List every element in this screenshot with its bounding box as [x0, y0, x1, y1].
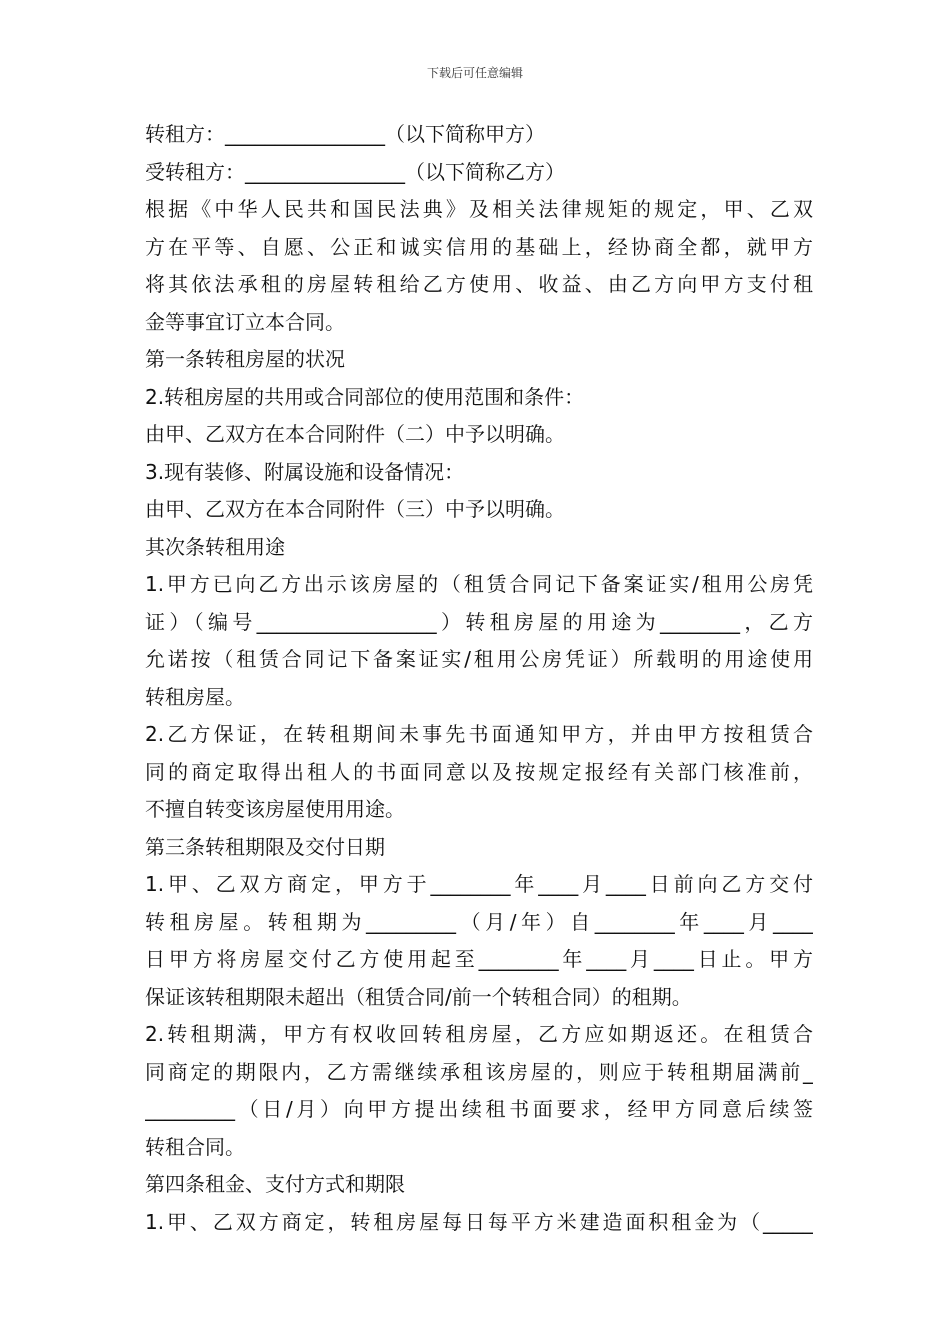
clause-line: 证）（编号__________________）转租房屋的用途为________，乙方 [145, 609, 813, 634]
sublessor-line: 转租方：________________（以下简称甲方） [145, 122, 545, 146]
contract-body [145, 116, 813, 1241]
sublessee-line: 受转租方：________________（以下简称乙方） [145, 159, 565, 184]
article-heading: 其次条转租用途 [145, 534, 285, 559]
clause-line: 由甲、乙双方在本合同附件（三）中予以明确。 [145, 497, 565, 521]
clause-line: 日甲方将房屋交付乙方使用起至________年____月____日止。甲方 [145, 947, 813, 971]
clause-line: 同的商定取得出租人的书面同意以及按规定报经有关部门核准前， [145, 759, 813, 784]
preamble-line: 金等事宜订立本合同。 [145, 309, 345, 334]
clause-line: 转租房屋。转租期为_________（月/年）自________年____月____ [145, 909, 813, 934]
preamble-line: 将其依法承租的房屋转租给乙方使用、收益、由乙方向甲方支付租 [145, 272, 813, 296]
clause-line: 2.乙方保证，在转租期间未事先书面通知甲方，并由甲方按租赁合 [145, 722, 813, 746]
clause-line: 同商定的期限内，乙方需继续承租该房屋的，则应于转租期届满前_ [145, 1059, 813, 1084]
preamble-line: 根据《中华人民共和国民法典》及相关法律规矩的规定，甲、乙双 [145, 197, 813, 221]
clause-line: _________（日/月）向甲方提出续租书面要求，经甲方同意后续签 [145, 1097, 813, 1121]
clause-line: 2.转租房屋的共用或合同部位的使用范围和条件： [145, 384, 585, 409]
clause-line: 3.现有装修、附属设施和设备情况： [145, 459, 465, 484]
clause-line: 不擅自转变该房屋使用用途。 [145, 797, 405, 821]
clause-line: 1.甲方已向乙方出示该房屋的（租赁合同记下备案证实/租用公房凭 [145, 572, 813, 596]
clause-line: 由甲、乙双方在本合同附件（二）中予以明确。 [145, 422, 565, 446]
clause-line: 2.转租期满，甲方有权收回转租房屋，乙方应如期返还。在租赁合 [145, 1022, 813, 1046]
clause-line: 允诺按（租赁合同记下备案证实/租用公房凭证）所载明的用途使用 [145, 647, 813, 671]
article-heading: 第一条转租房屋的状况 [145, 347, 345, 371]
article-heading: 第四条租金、支付方式和期限 [145, 1172, 405, 1196]
page-header-note: 下载后可任意编辑 [426, 66, 523, 80]
clause-line: 1.甲、乙双方商定，转租房屋每日每平方米建造面积租金为（_____ [145, 1209, 813, 1234]
article-heading: 第三条转租期限及交付日期 [145, 834, 385, 859]
clause-line: 转租房屋。 [145, 684, 245, 709]
preamble-line: 方在平等、自愿、公正和诚实信用的基础上，经协商全都，就甲方 [145, 234, 813, 259]
clause-line: 转租合同。 [145, 1134, 245, 1159]
clause-line: 1.甲、乙双方商定，甲方于________年____月____日前向乙方交付 [145, 872, 813, 896]
clause-line: 保证该转租期限未超出（租赁合同/前一个转租合同）的租期。 [145, 984, 692, 1009]
